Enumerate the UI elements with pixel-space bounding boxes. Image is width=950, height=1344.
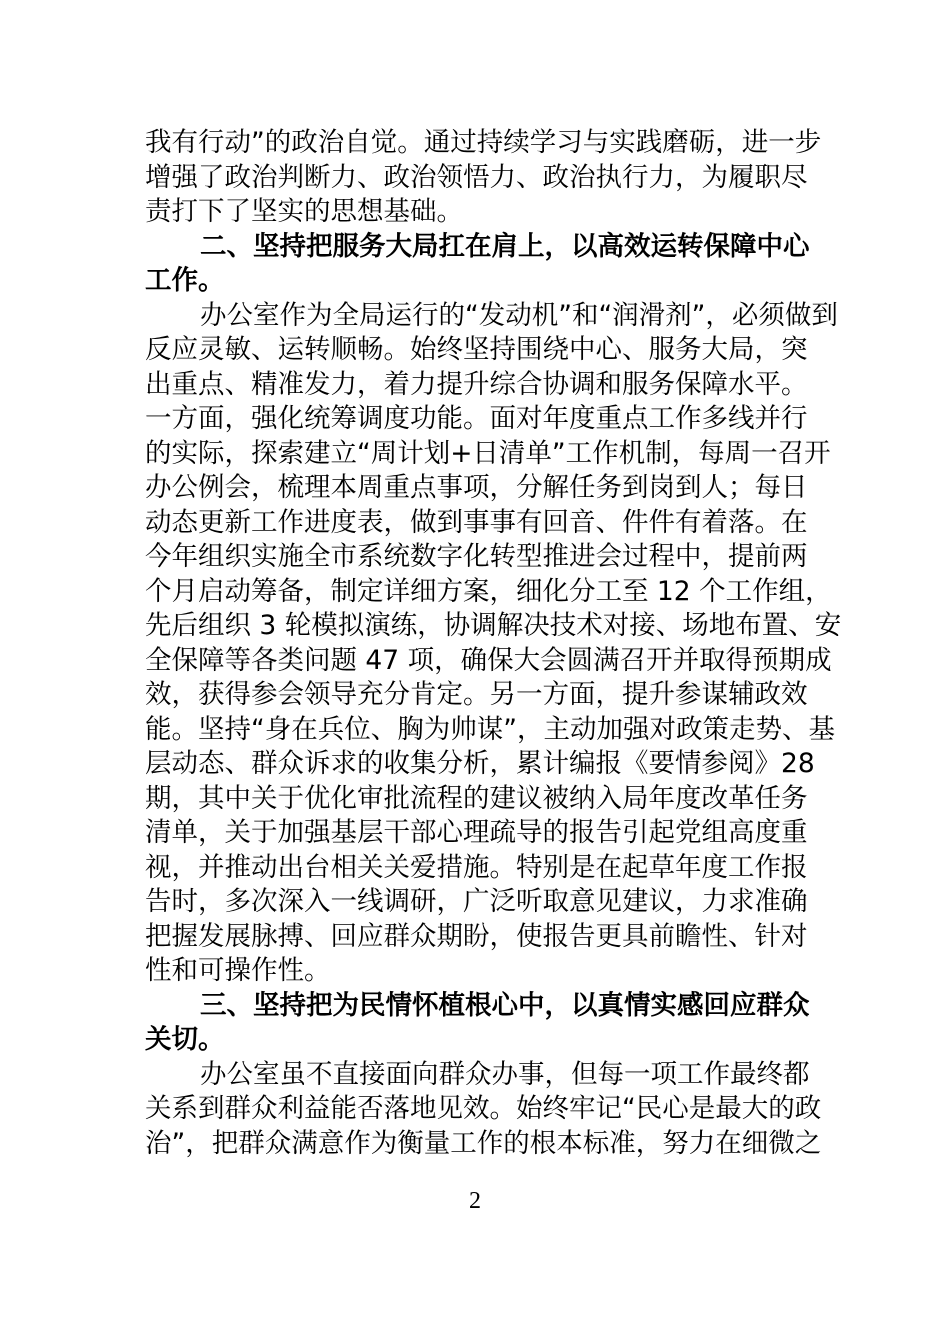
text-line: 效，获得参会领导充分肯定。另一方面，提升参谋辅政效 [145, 679, 808, 710]
text-line: 告时，多次深入一线调研，广泛听取意见建议，力求准确 [145, 886, 808, 917]
text-line: 把握发展脉搏、回应群众期盼，使报告更具前瞻性、针对 [145, 920, 808, 952]
text-line: 办公室虽不直接面向群众办事，但每一项工作最终都 [200, 1058, 810, 1090]
text-line: 办公室作为全局运行的“发动机”和“润滑剂”，必须做到 [200, 299, 838, 331]
text-line: 视，并推动出台相关关爱措施。特别是在起草年度工作报 [145, 851, 808, 883]
text-line: 反应灵敏、运转顺畅。始终坚持围绕中心、服务大局，突 [145, 334, 808, 365]
section-heading [145, 989, 810, 1058]
text-line: 责打下了坚实的思想基础。 [145, 196, 463, 227]
text-line: 层动态、群众诉求的收集分析，累计编报《要情参阅》28 [145, 748, 815, 779]
text-line: 今年组织实施全市系统数字化转型推进会过程中，提前两 [145, 541, 808, 572]
text-line: 办公例会，梳理本周重点事项，分解任务到岗到人；每日 [145, 472, 808, 503]
text-line: 二、坚持把服务大局扛在肩上，以高效运转保障中心 [200, 230, 810, 262]
text-line: 性和可操作性。 [145, 955, 331, 986]
text-line: 清单，关于加强基层干部心理疏导的报告引起党组高度重 [145, 817, 808, 848]
text-line: 三、坚持把为民情怀植根心中，以真情实感回应群众 [200, 989, 810, 1021]
text-line: 先后组织 3 轮模拟演练，协调解决技术对接、场地布置、安 [145, 610, 842, 641]
document-body [145, 126, 842, 1161]
text-line: 一方面，强化统筹调度功能。面对年度重点工作多线并行 [145, 403, 808, 434]
text-line: 个月启动筹备，制定详细方案，细化分工至 12 个工作组， [145, 575, 832, 607]
text-line: 期，其中关于优化审批流程的建议被纳入局年度改革任务 [145, 782, 808, 814]
text-line: 工作。 [145, 265, 225, 296]
body-paragraph [145, 1058, 822, 1162]
text-line: 增强了政治判断力、政治领悟力、政治执行力，为履职尽 [145, 161, 808, 193]
text-line: 的实际，探索建立“周计划+日清单”工作机制，每周一召开 [145, 437, 831, 469]
text-line: 动态更新工作进度表，做到事事有回音、件件有着落。在 [145, 506, 808, 538]
body-paragraph [145, 299, 842, 989]
text-line: 能。坚持“身在兵位、胸为帅谋”，主动加强对政策走势、基 [145, 713, 835, 745]
text-line: 出重点、精准发力，着力提升综合协调和服务保障水平。 [145, 368, 808, 400]
body-paragraph [145, 126, 822, 230]
text-line: 全保障等各类问题 47 项，确保大会圆满召开并取得预期成 [145, 644, 832, 676]
text-line: 治”，把群众满意作为衡量工作的根本标准，努力在细微之 [145, 1127, 822, 1159]
section-heading [145, 230, 810, 299]
text-line: 关系到群众利益能否落地见效。始终牢记“民心是最大的政 [145, 1093, 822, 1124]
text-line: 我有行动”的政治自觉。通过持续学习与实践磨砺，进一步 [145, 127, 822, 158]
text-line: 关切。 [145, 1024, 225, 1055]
page-number: 2 [469, 1188, 481, 1214]
